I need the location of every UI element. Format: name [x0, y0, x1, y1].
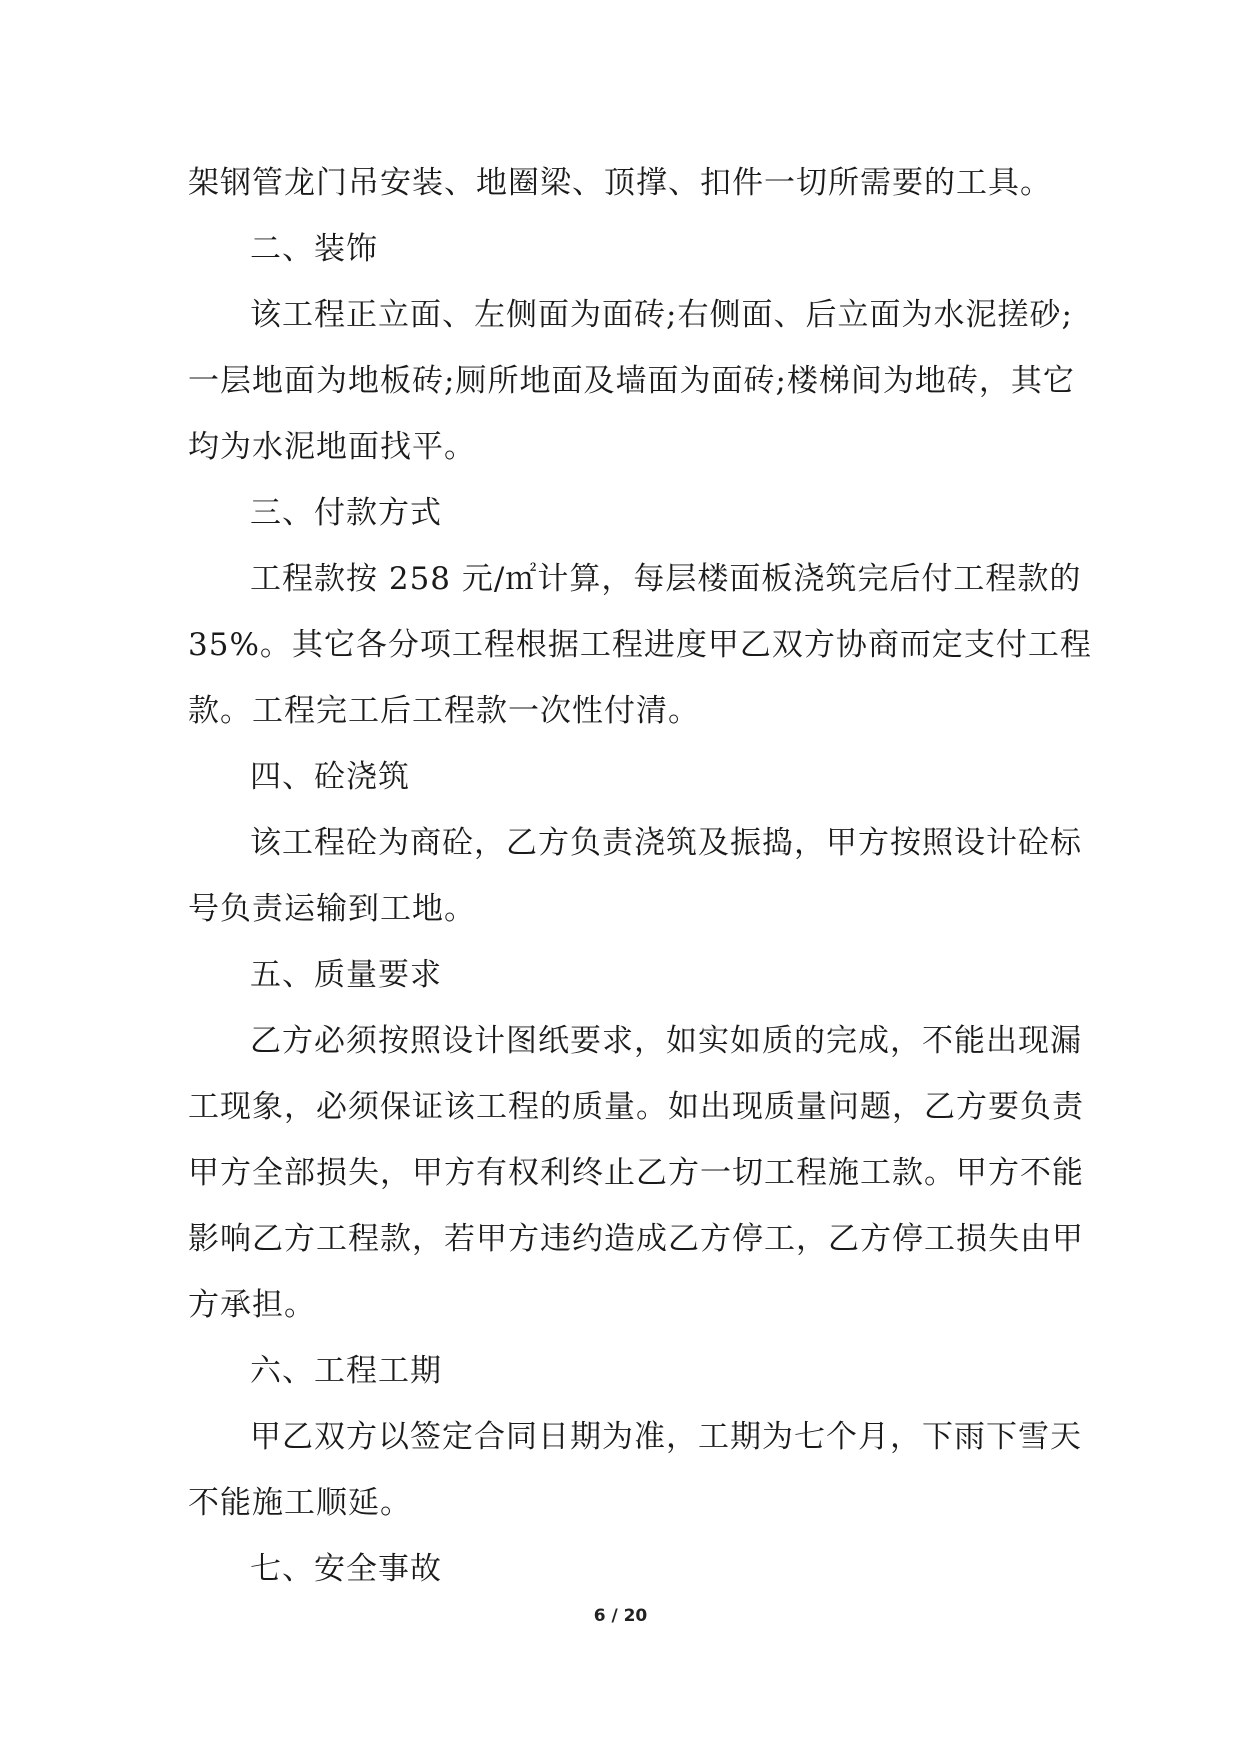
text-line: 影响乙方工程款，若甲方违约造成乙方停工，乙方停工损失由甲	[188, 1221, 1084, 1257]
text-line: 架钢管龙门吊安装、地圈梁、顶撑、扣件一切所需要的工具。	[188, 165, 1052, 201]
section-heading-payment: 三、付款方式	[250, 495, 442, 531]
text-line: 款。工程完工后工程款一次性付清。	[188, 693, 700, 729]
text-line: 不能施工顺延。	[188, 1485, 412, 1521]
page-number: 6 / 20	[593, 1606, 648, 1626]
text-line: 工现象，必须保证该工程的质量。如出现质量问题，乙方要负责	[188, 1089, 1084, 1125]
section-heading-decoration: 二、装饰	[250, 231, 378, 267]
section-heading-safety: 七、安全事故	[250, 1551, 442, 1587]
section-heading-schedule: 六、工程工期	[250, 1353, 442, 1389]
section-heading-concrete: 四、砼浇筑	[250, 759, 410, 795]
text-line: 乙方必须按照设计图纸要求，如实如质的完成，不能出现漏	[250, 1023, 1082, 1059]
text-line: 甲乙双方以签定合同日期为准，工期为七个月，下雨下雪天	[250, 1419, 1082, 1455]
text-line: 甲方全部损失，甲方有权利终止乙方一切工程施工款。甲方不能	[188, 1155, 1084, 1191]
text-line: 该工程正立面、左侧面为面砖;右侧面、后立面为水泥搓砂;	[250, 297, 1073, 333]
text-line: 方承担。	[188, 1287, 316, 1323]
text-line: 号负责运输到工地。	[188, 891, 476, 927]
text-line: 工程款按 258 元/㎡计算，每层楼面板浇筑完后付工程款的	[250, 561, 1082, 597]
text-line: 35%。其它各分项工程根据工程进度甲乙双方协商而定支付工程	[188, 627, 1092, 663]
text-line: 该工程砼为商砼，乙方负责浇筑及振捣，甲方按照设计砼标	[250, 825, 1082, 861]
section-heading-quality: 五、质量要求	[250, 957, 442, 993]
document-body	[188, 150, 1092, 1602]
text-line: 均为水泥地面找平。	[188, 429, 476, 465]
text-line: 一层地面为地板砖;厕所地面及墙面为面砖;楼梯间为地砖，其它	[188, 363, 1075, 399]
